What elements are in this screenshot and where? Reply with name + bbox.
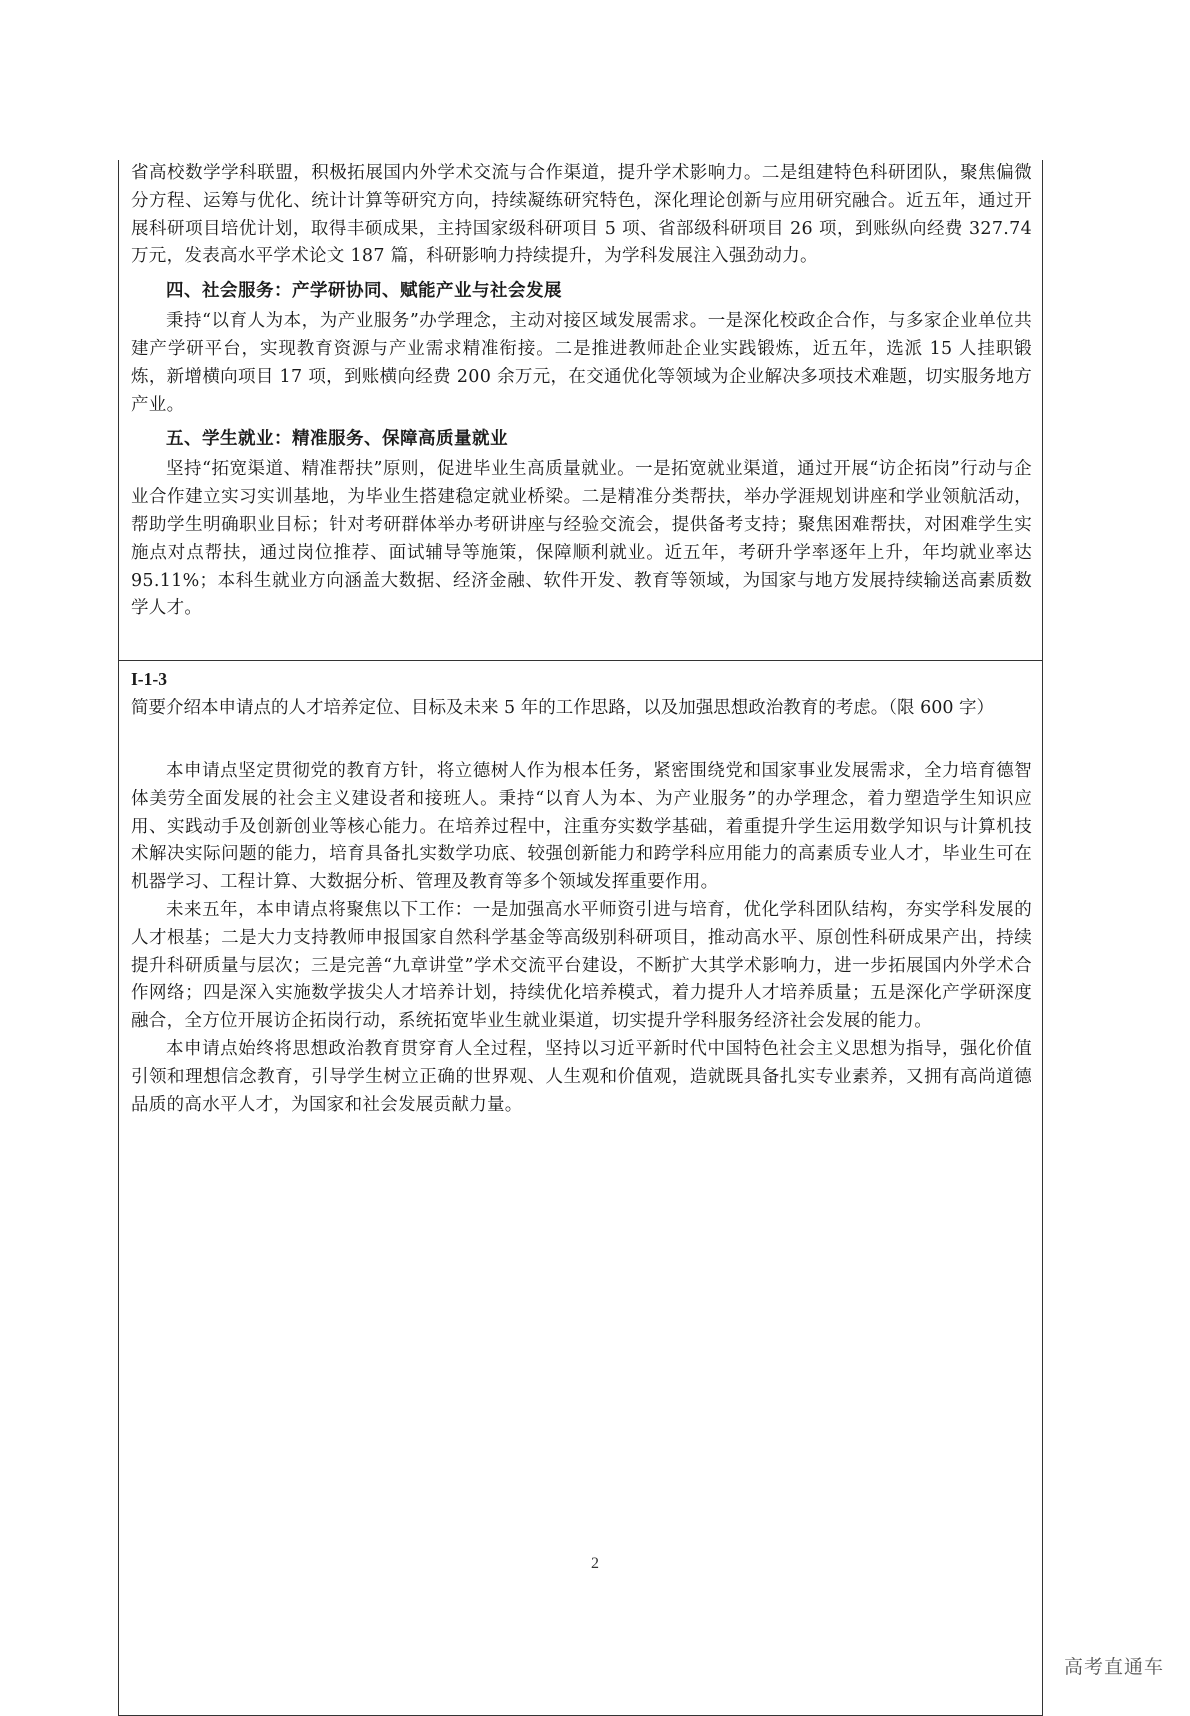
employment-heading: 五、学生就业：精准服务、保障高质量就业 xyxy=(166,429,508,450)
page-number: 2 xyxy=(591,1555,599,1572)
answer-paragraph-1: 本申请点坚定贯彻党的教育方针，将立德树人作为根本任务，紧密围绕党和国家事业发展需求，全力培育德智体美劳全面发展的社会主义建设者和接班人。秉持“以育人为本、为产业服务”的办学理念，着力塑造学生知识应用、实践动手及创新创业等核心能力。在培养过程中，注重夯实数学基础，着重提升学生运用数学知识与计算机技术解决实际问题的能力，培育具备扎实数学功底、较强创新能力和跨学科应用能力的高素质专业人才，毕业生可在机器学习、工程计算、大数据分析、管理及教育等多个领域发挥重要作用。 xyxy=(131,761,1032,893)
watermark: 高考直通车 xyxy=(1063,1656,1164,1678)
answer-paragraph-2: 未来五年，本申请点将聚焦以下工作：一是加强高水平师资引进与培育，优化学科团队结构，夯实学科发展的人才根基；二是大力支持教师申报国家自然科学基金等高级别科研项目，推动高水平、原创性科研成果产出，持续提升科研质量与层次；三是完善“九章讲堂”学术交流平台建设，不断扩大其学术影响力，进一步拓展国内外学术合作网络；四是深入实施数学拔尖人才培养计划，持续优化培养模式，着力提升人才培养质量；五是深化产学研深度融合，全方位开展访企拓岗行动，系统拓宽毕业生就业渠道，切实提升学科服务经济社会发展的能力。 xyxy=(131,899,1032,1032)
social-service-paragraph: 秉持“以育人为本，为产业服务”办学理念，主动对接区域发展需求。一是深化校政企合作，与多家企业单位共建产学研平台，实现教育资源与产业需求精准衔接。二是推进教师赴企业实践锻炼，近五年，选派 15 人挂职锻炼，新增横向项目 17 项，到账横向经费 200 余万元，在交通优化等领域为企业解决多项技术难题，切实服务地方产业。 xyxy=(131,311,1032,415)
research-paragraph: 省高校数学学科联盟，积极拓展国内外学术交流与合作渠道，提升学术影响力。二是组建特色科研团队，聚焦偏微分方程、运筹与优化、统计计算等研究方向，持续凝练研究特色，深化理论创新与应用研究融合。近五年，通过开展科研项目培优计划，取得丰硕成果，主持国家级科研项目 5 项、省部级科研项目 26 项，到账纵向经费 327.74 万元，发表高水平学术论文 187 篇，科研影响力持续提升，为学科发展注入强劲动力。 xyxy=(131,163,1032,267)
question-title xyxy=(131,665,1032,722)
continued-section xyxy=(118,160,1043,660)
question-number: I-1-3 xyxy=(131,669,167,689)
employment-paragraph: 坚持“拓宽渠道、精准帮扶”原则，促进毕业生高质量就业。一是拓宽就业渠道，通过开展“访企拓岗”行动与企业合作建立实习实训基地，为毕业生搭建稳定就业桥梁。二是精准分类帮扶，举办学涯规划讲座和学业领航活动，帮助学生明确职业目标；针对考研群体举办考研讲座与经验交流会，提供备考支持；聚焦困难帮扶，对困难学生实施点对点帮扶，通过岗位推荐、面试辅导等施策，保障顺利就业。近五年，考研升学率逐年上升，年均就业率达 95.11%；本科生就业方向涵盖大数据、经济金融、软件开发、教育等领域，为国家与地方发展持续输送高素质数学人才。 xyxy=(131,459,1032,619)
question-text: 简要介绍本申请点的人才培养定位、目标及未来 5 年的工作思路，以及加强思想政治教育的考虑。（限 600 字） xyxy=(131,698,995,718)
social-service-heading: 四、社会服务：产学研协同、赋能产业与社会发展 xyxy=(166,281,562,302)
answer-paragraph-3: 本申请点始终将思想政治教育贯穿育人全过程，坚持以习近平新时代中国特色社会主义思想为指导，强化价值引领和理想信念教育，引导学生树立正确的世界观、人生观和价值观，造就既具备扎实专业素养，又拥有高尚道德品质的高水平人才，为国家和社会发展贡献力量。 xyxy=(131,1038,1032,1115)
